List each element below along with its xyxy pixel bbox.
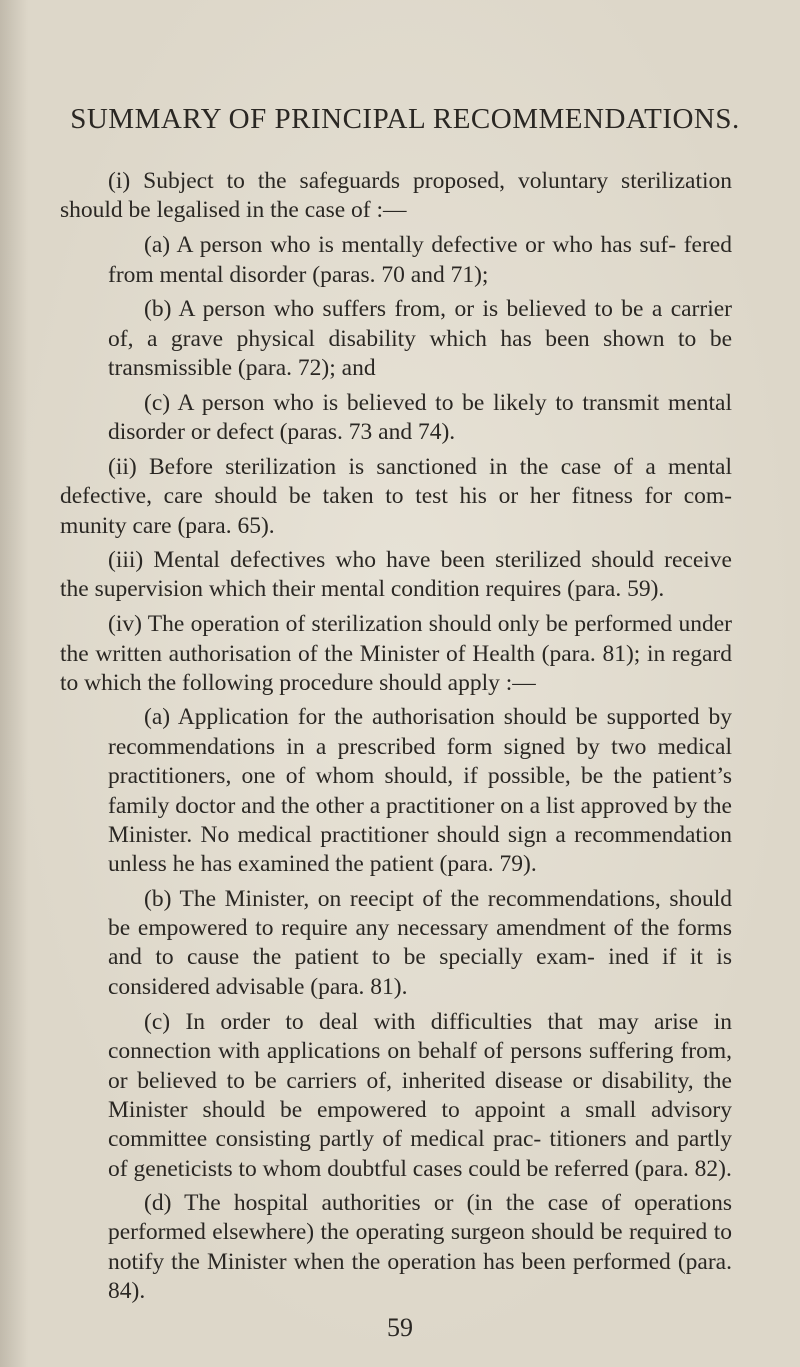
recommendation-iv-b: (b) The Minister, on reecipt of the recommendations, should be empowered to require any necessary amendment of the forms and to cause the patient to be specially exam- ined if it is considered advisable (para. 81).: [108, 885, 732, 1000]
recommendation-i-a: (a) A person who is mentally defective or who has suf- fered from mental disorder (paras. 70 and 71);: [108, 232, 732, 288]
recommendation-iv: (iv) The operation of sterilization should only be performed under the written authorisation of the Minister of Health (para. 81); in regard to which the following procedure should apply :—: [60, 611, 732, 696]
recommendation-i-c: (c) A person who is believed to be likely to transmit mental disorder or defect (paras. 73 and 74).: [108, 389, 732, 445]
recommendation-iii: (iii) Mental defectives who have been sterilized should receive the supervision which their mental condition requires (para. 59).: [60, 547, 732, 603]
page-number: 59: [387, 1313, 413, 1342]
recommendation-ii: (ii) Before sterilization is sanctioned in the case of a mental defective, care should be taken to test his or her fitness for com- munity care (para. 65).: [60, 453, 732, 539]
recommendation-i-b: (b) A person who suffers from, or is believed to be a carrier of, a grave physical disability which has been shown to be transmissible (para. 72); and: [108, 296, 732, 382]
page-title: SUMMARY OF PRINCIPAL RECOMMENDATIONS.: [70, 103, 740, 135]
recommendation-iv-c: (c) In order to deal with difficulties that may arise in connection with applications on behalf of persons suffering from, or believed to be carriers of, inherited disease or disability, the Minister should be empowered to appoint a small advisory committee consisting partly of medical prac- titioners and partly of geneticists to whom doubtful cases could be referred (para. 82).: [108, 1008, 732, 1182]
recommendation-i: (i) Subject to the safeguards proposed, voluntary sterilization should be legalised in the case of :—: [60, 168, 732, 224]
recommendation-iv-a: (a) Application for the authorisation should be supported by recommendations in a prescribed form signed by two medical practitioners, one of whom should, if possible, be the patient’s family doctor and the other a practitioner on a list approved by the Minister. No medical practitioner should sign a recommendation unless he has examined the patient (para. 79).: [108, 704, 732, 878]
recommendation-iv-d: (d) The hospital authorities or (in the case of operations performed elsewhere) the operating surgeon should be required to notify the Minister when the operation has been performed (para. 84).: [108, 1190, 732, 1305]
